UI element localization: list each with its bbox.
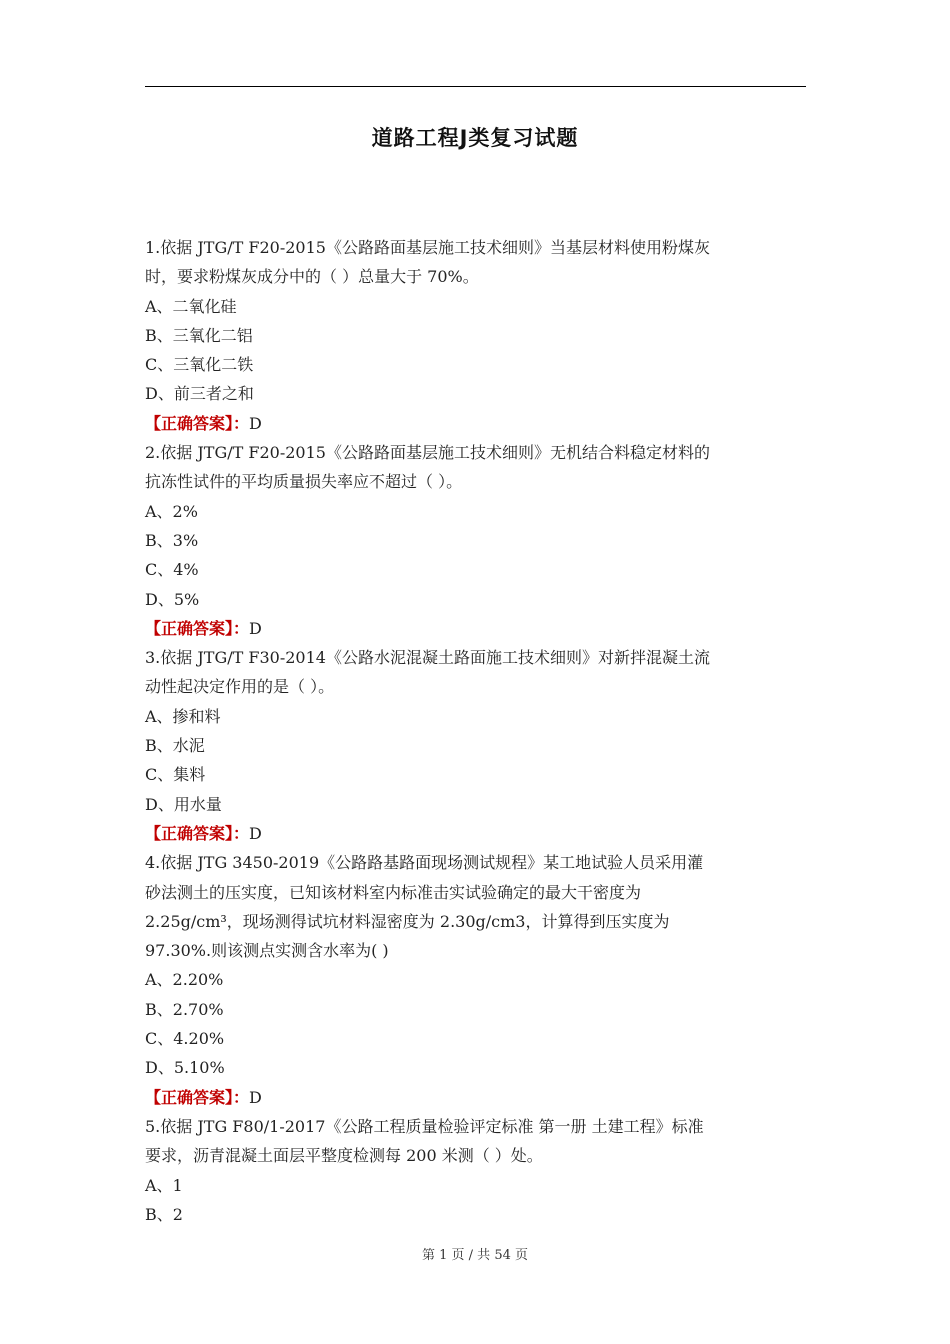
question-stem-line: 动性起决定作用的是（ ）。 [145, 677, 335, 697]
question-stem-line: 时，要求粉煤灰成分中的（ ）总量大于 70%。 [145, 267, 479, 287]
answer-label: 【正确答案】： [145, 618, 250, 638]
answer-line [145, 819, 806, 848]
question-3 [145, 643, 806, 848]
answer-line [145, 409, 806, 438]
answer-value: D [249, 618, 262, 638]
option-b: B、三氧化二铝 [145, 325, 253, 345]
option-a: A、二氧化硅 [145, 296, 237, 316]
option-a: A、掺和料 [145, 706, 221, 726]
option-b: B、水泥 [145, 736, 205, 756]
answer-value: D [249, 413, 262, 433]
header-rule [145, 86, 806, 87]
question-stem-line: 97.30%.则该测点实测含水率为( ) [145, 941, 389, 961]
option-c: C、4.20% [145, 1029, 225, 1049]
option-a: A、2% [145, 501, 198, 521]
question-2 [145, 438, 806, 643]
question-4 [145, 848, 806, 1112]
option-a: A、2.20% [145, 970, 224, 990]
answer-line [145, 614, 806, 643]
question-stem-line: 抗冻性试件的平均质量损失率应不超过（ ）。 [145, 472, 463, 492]
question-stem-line: 砂法测土的压实度，已知该材料室内标准击实试验确定的最大干密度为 [145, 882, 642, 902]
question-stem-line: 5.依据 JTG F80/1-2017《公路工程质量检验评定标准 第一册 土建工程》标准 [145, 1116, 704, 1136]
option-d: D、用水量 [145, 794, 222, 814]
option-b: B、3% [145, 530, 199, 550]
question-stem-line: 4.依据 JTG 3450-2019《公路路基路面现场测试规程》某工地试验人员采用灌 [145, 853, 704, 873]
option-c: C、三氧化二铁 [145, 355, 254, 375]
option-d: D、5.10% [145, 1058, 225, 1078]
option-d: D、前三者之和 [145, 384, 254, 404]
option-b: B、2 [145, 1204, 183, 1224]
answer-value: D [249, 1087, 262, 1107]
option-a: A、1 [145, 1175, 183, 1195]
option-c: C、集料 [145, 765, 206, 785]
page-number-footer: 第 1 页 / 共 54 页 [422, 1248, 528, 1263]
answer-label: 【正确答案】： [145, 1087, 250, 1107]
question-stem-line: 要求，沥青混凝土面层平整度检测每 200 米测（ ）处。 [145, 1146, 543, 1166]
question-stem-line: 2.25g/cm³，现场测得试坑材料湿密度为 2.30g/cm3，计算得到压实度为 [145, 911, 670, 931]
answer-label: 【正确答案】： [145, 413, 250, 433]
question-stem-line: 1.依据 JTG/T F20-2015《公路路面基层施工技术细则》当基层材料使用粉煤灰 [145, 238, 710, 257]
answer-line [145, 1083, 806, 1112]
question-stem-line: 3.依据 JTG/T F30-2014《公路水泥混凝土路面施工技术细则》对新拌混凝土流 [145, 648, 710, 668]
option-b: B、2.70% [145, 999, 224, 1019]
document-title: 道路工程J类复习试题 [371, 126, 579, 150]
question-1 [145, 233, 806, 438]
answer-label: 【正确答案】： [145, 823, 250, 843]
option-c: C、4% [145, 560, 199, 580]
question-stem-line: 2.依据 JTG/T F20-2015《公路路面基层施工技术细则》无机结合料稳定材料的 [145, 443, 710, 463]
question-5 [145, 1112, 806, 1229]
option-d: D、5% [145, 589, 200, 609]
answer-value: D [249, 823, 262, 843]
question-list [145, 233, 806, 1229]
